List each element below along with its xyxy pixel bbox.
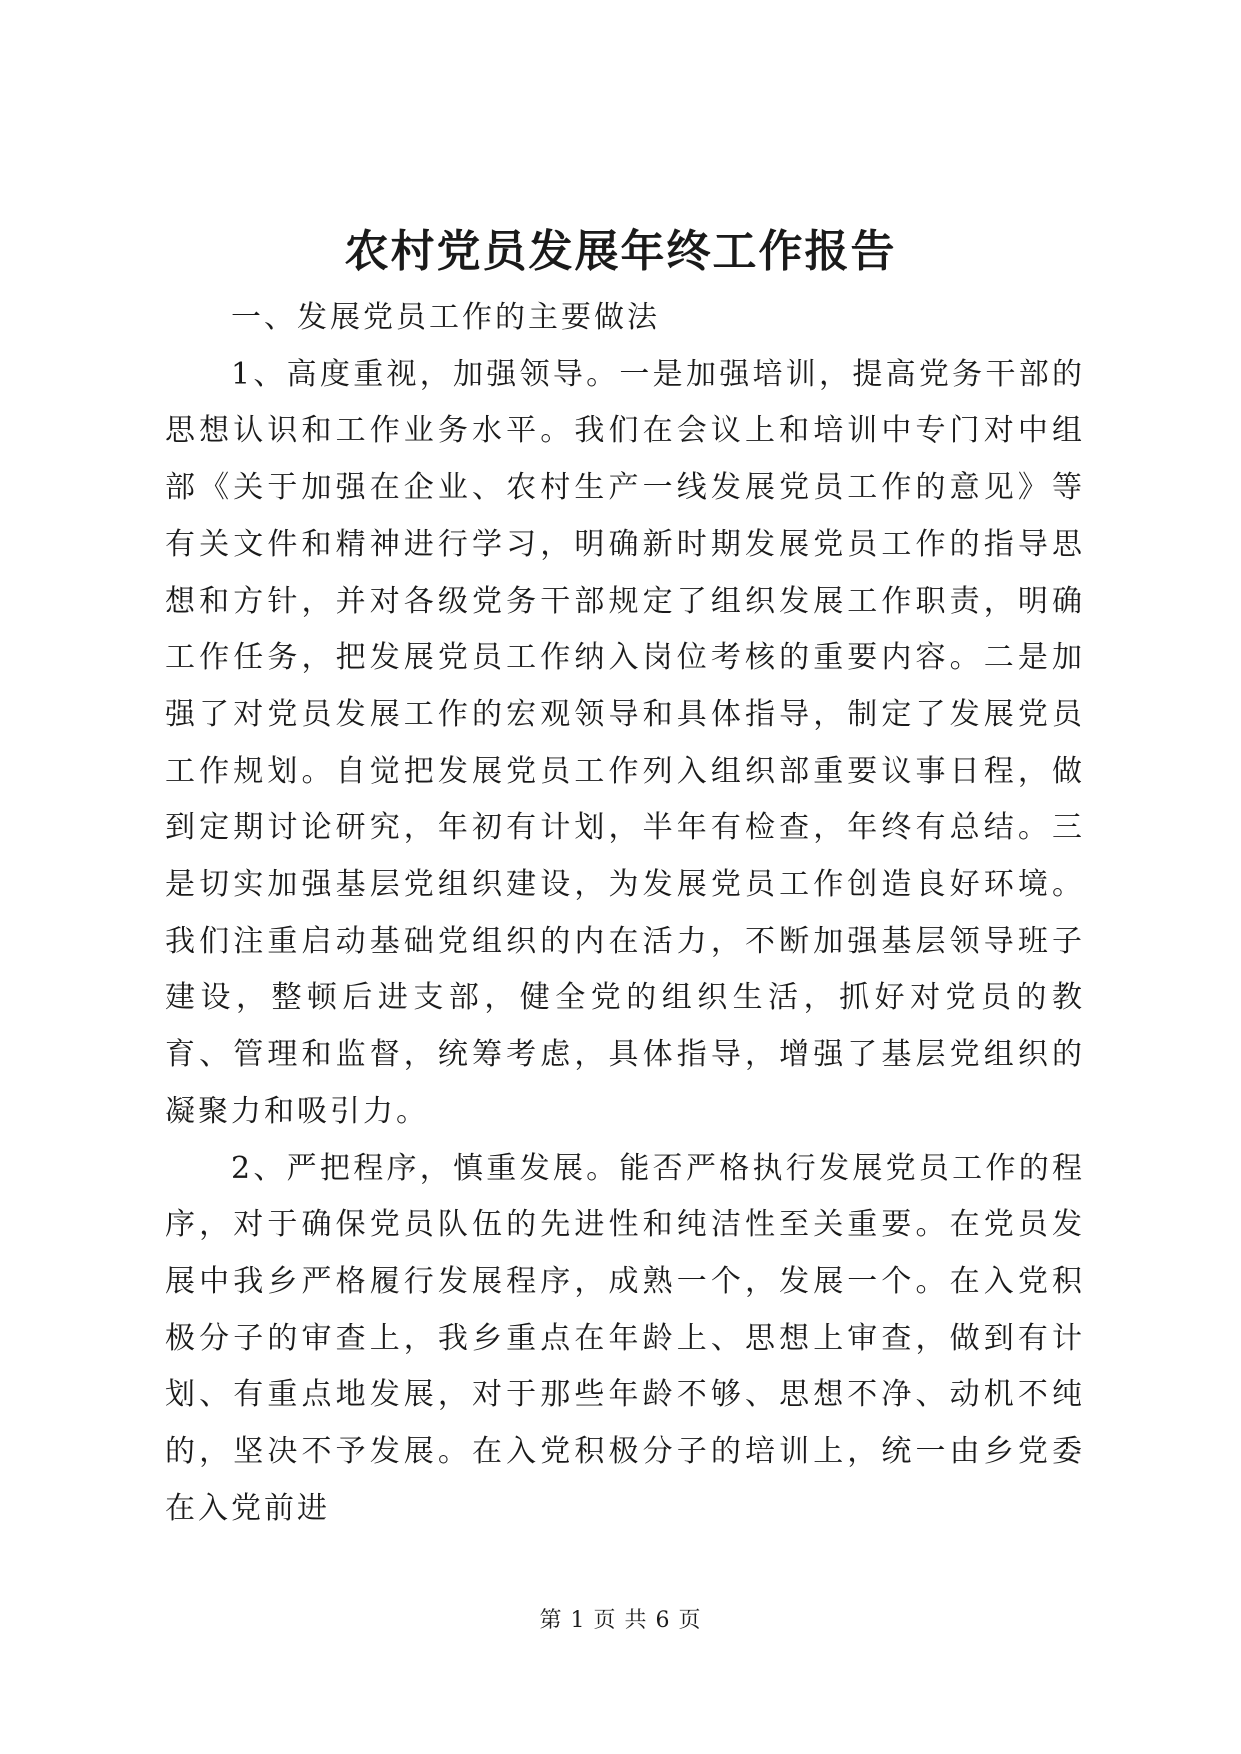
page-footer: 第 1 页 共 6 页 (539, 1608, 702, 1633)
paragraph-2: 2、严把程序，慎重发展。能否严格执行发展党员工作的程序，对于确保党员队伍的先进性和纯洁性至关重要。在党员发展中我乡严格履行发展程序，成熟一个，发展一个。在入党积极分子的审查上，我乡重点在年龄上、思想上审查，做到有计划、有重点地发展，对于那些年龄不够、思想不净、动机不纯的，坚决不予发展。在入党积极分子的培训上，统一由乡党委在入党前进 (165, 1150, 1085, 1526)
paragraph-1: 1、高度重视，加强领导。一是加强培训，提高党务干部的思想认识和工作业务水平。我们在会议上和培训中专门对中组部《关于加强在企业、农村生产一线发展党员工作的意见》等有关文件和精神进行学习，明确新时期发展党员工作的指导思想和方针，并对各级党务干部规定了组织发展工作职责，明确工作任务，把发展党员工作纳入岗位考核的重要内容。二是加强了对党员发展工作的宏观领导和具体指导，制定了发展党员工作规划。自觉把发展党员工作列入组织部重要议事日程，做到定期讨论研究，年初有计划，半年有检查，年终有总结。三是切实加强基层党组织建设，为发展党员工作创造良好环境。我们注重启动基础党组织的内在活力，不断加强基层领导班子建设，整顿后进支部，健全党的组织生活，抓好对党员的教育、管理和监督，统筹考虑，具体指导，增强了基层党组织的凝聚力和吸引力。 (165, 356, 1085, 1129)
document-title: 农村党员发展年终工作报告 (344, 226, 897, 277)
document-body (165, 290, 1085, 1537)
section-heading: 一、发展党员工作的主要做法 (231, 300, 660, 335)
